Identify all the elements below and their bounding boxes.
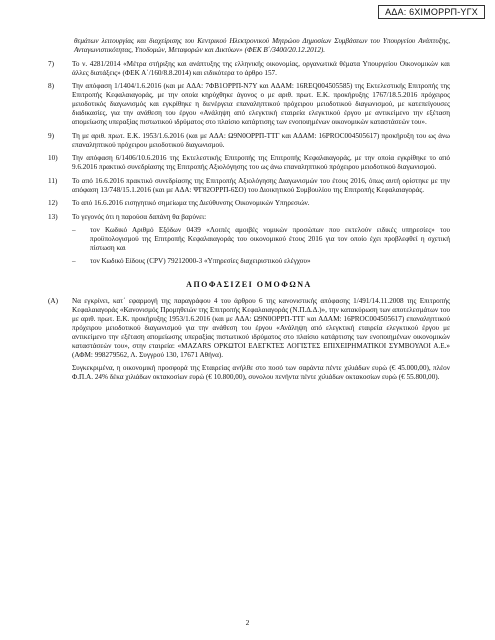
item-number: 7) xyxy=(48,59,54,68)
decision-amount-text: Συγκεκριμένα, η οικονομική προσφορά της Εταιρείας ανήλθε στο ποσό των σαράντα πέντε χιλιάδων ευρώ (€ 45.000,00), πλέον Φ.Π.Α. 24% δέκα χιλιάδων οκτακοσίων ευρώ (€ 10.800,00), συνολου πενήντα πέντε χιλιάδων οκτακοσίων ευρώ (€ 55.800,00). xyxy=(72,364,450,381)
item-text: Το ν. 4281/2014 «Μέτρα στήριξης και ανάπτυξης της ελληνικής οικονομίας, οργανωτικά θέματα Υπουργείου Οικονομικών και άλλες διατάξεις» (ΦΕΚ Α΄/160/8.8.2014) και ειδικότερα το άρθρο 157. xyxy=(72,59,450,77)
item-text: Το γεγονός ότι η παρούσα δαπάνη θα βαρύνει: xyxy=(72,212,207,221)
dash-text: τον Κωδικό Είδους (CPV) 79212000-3 «Υπηρεσίες διαχειριστικού ελέγχου» xyxy=(90,256,311,265)
item-text: Να εγκρίνει, κατ΄ εφαρμογή της παραγράφου 4 του άρθρου 6 της κανονιστικής απόφασης 1/491/14.11.2008 της Επιτροπής Κεφαλαιαγοράς «Κανονισμός Προμηθειών της Επιτροπής Κεφαλαιαγοράς (Ν.Π.Δ.Δ.)», την κατακύρωση των αποτελεσμάτων του με αριθ. πρωτ. Ε.Κ. προκήρυξης 1953/1.6.2016 (και με ΑΔΑ: Ω9Ν0ΟΡΡΠ-ΤΤΓ και ΑΔΑΜ: 16PROC004505617) επαναληπτικού πρόχειρου μειοδοτικού διαγωνισμού για την ανάθεση του έργου «Ανάληψη από ελεγκτική εταιρεία ελεγκτικού έργου με αντικείμενο την εξέταση απομείωσης υπεραξίας πιστωτικού ιδρύματος στο πλαίσιο κατάρτισης των ενοποιημένων οικονομικών καταστάσεών του», στην εταιρεία: «MAZARS ΟΡΚΩΤΟΙ ΕΛΕΓΚΤΕΣ ΛΟΓΙΣΤΕΣ ΕΠΙΧΕΙΡΗΜΑΤΙΚΟΙ ΣΥΜΒΟΥΛΟΙ Α.Ε.» (ΑΦΜ: 998279562, Λ. Συγγρού 130, 17671 Αθήνα). xyxy=(72,296,450,359)
dash-mark: – xyxy=(72,256,76,265)
item-text: Την απόφαση 1/1404/1.6.2016 (και με ΑΔΑ: 7ΦΒ1ΟΡΡΠ-Ν7Υ και ΑΔΑΜ: 16REQ004505585) της Εκτελεστικής Επιτροπής της Επιτροπής Κεφαλαιαγοράς, με την οποία κηρύχθηκε άγονος ο με αριθ. πρωτ. Ε.Κ. προκήρυξης 1767/18.5.2016 πρόχειρος μειοδοτικός διαγωνισμός και εγκρίθηκε η διενέργεια επαναληπτικού πρόχειρου μειοδοτικού διαγωνισμού, με κατεπείγουσες διαδικασίες, για την ανάθεση του έργου «Ανάληψη από ελεγκτική εταιρεία ελεγκτικού έργου με αντικείμενο την εξέταση απομείωσης υπεραξίας πιστωτικού ιδρύματος στο πλαίσιο κατάρτισης των ενοποιημένων οικονομικών καταστάσεών του». xyxy=(72,82,450,126)
page-number: 2 xyxy=(245,618,250,627)
item-number: 8) xyxy=(48,82,54,90)
item-number: (Α) xyxy=(48,296,58,305)
item-number: 11) xyxy=(48,176,58,185)
item-number: 12) xyxy=(48,199,58,207)
item-number: 13) xyxy=(48,212,58,221)
list-item-13 xyxy=(48,213,450,222)
dash-item-expense-code xyxy=(72,226,450,253)
item-text: Τη με αριθ. πρωτ. Ε.Κ. 1953/1.6.2016 (και με ΑΔΑ: Ω9Ν0ΟΡΡΠ-ΤΤΓ και ΑΔΑΜ: 16PROC004505617) προκήρυξη του ως άνω επαναληπτικού πρόχειρου μειοδοτικού διαγωνισμού. xyxy=(72,131,450,149)
document-body xyxy=(48,37,450,382)
list-item-7 xyxy=(48,60,450,78)
dash-text: τον Κωδικό Αριθμό Εξόδων 0439 «Λοιπές αμοιβές νομικών προσώπων που εκτελούν ειδικές υπηρεσίες» του προϋπολογισμού της Επιτροπής Κεφαλαιαγοράς του οικονομικού έτους 2016 για τον οποίο έχει προβλεφθεί η σχετική πίστωση και xyxy=(90,226,450,252)
ada-code: ΑΔΑ: 6ΧΙΜΟΡΡΠ-ΥΓΧ xyxy=(378,5,485,19)
list-item-11 xyxy=(48,177,450,195)
list-item-9 xyxy=(48,132,450,150)
continuation-text: θεμάτων λειτουργίας και διαχείρισης του Κεντρικού Ηλεκτρονικού Μητρώου Δημοσίων Συμβάσεων του Υπουργείου Ανάπτυξης, Ανταγωνιστικότητας, Υποδομών, Μεταφορών και Δικτύων» (ΦΕΚ Β΄/3400/20.12.2012). xyxy=(74,37,450,54)
dash-mark: – xyxy=(72,226,76,234)
item-text: Την απόφαση 6/1406/10.6.2016 της Εκτελεστικής Επιτροπής της Επιτροπής Κεφαλαιαγοράς, με την οποία εγκρίθηκε το από 9.6.2016 πρακτικό συνεδρίασης της Επιτροπής Αξιολόγησης του ως άνω επαναληπτικού πρόχειρου μειοδοτικού διαγωνισμού. xyxy=(72,154,450,171)
item-number: 9) xyxy=(48,131,54,140)
list-item-12 xyxy=(48,199,450,208)
list-item-10 xyxy=(48,154,450,172)
list-item-8 xyxy=(48,82,450,127)
item-text: Το από 16.6.2016 πρακτικό συνεδρίασης της Επιτροπής Αξιολόγησης Διαγωνισμών του έτους 2016, όπως αυτή ορίστηκε με την απόφαση 13/748/15.1.2016 (και με ΑΔΑ: ΨΓ82ΟΡΡΠ-6ΣΟ) του Διοικητικού Συμβουλίου της Επιτροπής Κεφαλαιαγοράς. xyxy=(72,176,450,194)
item-text: Το από 16.6.2016 εισηγητικό σημείωμα της Διεύθυνσης Οικονομικών Υπηρεσιών. xyxy=(72,199,310,207)
item-number: 10) xyxy=(48,154,58,162)
decision-item-a xyxy=(48,297,450,360)
decision-heading: ΑΠΟΦΑΣΙΖΕΙ ΟΜΟΦΩΝΑ xyxy=(186,279,312,289)
dash-item-cpv-code xyxy=(72,257,450,266)
